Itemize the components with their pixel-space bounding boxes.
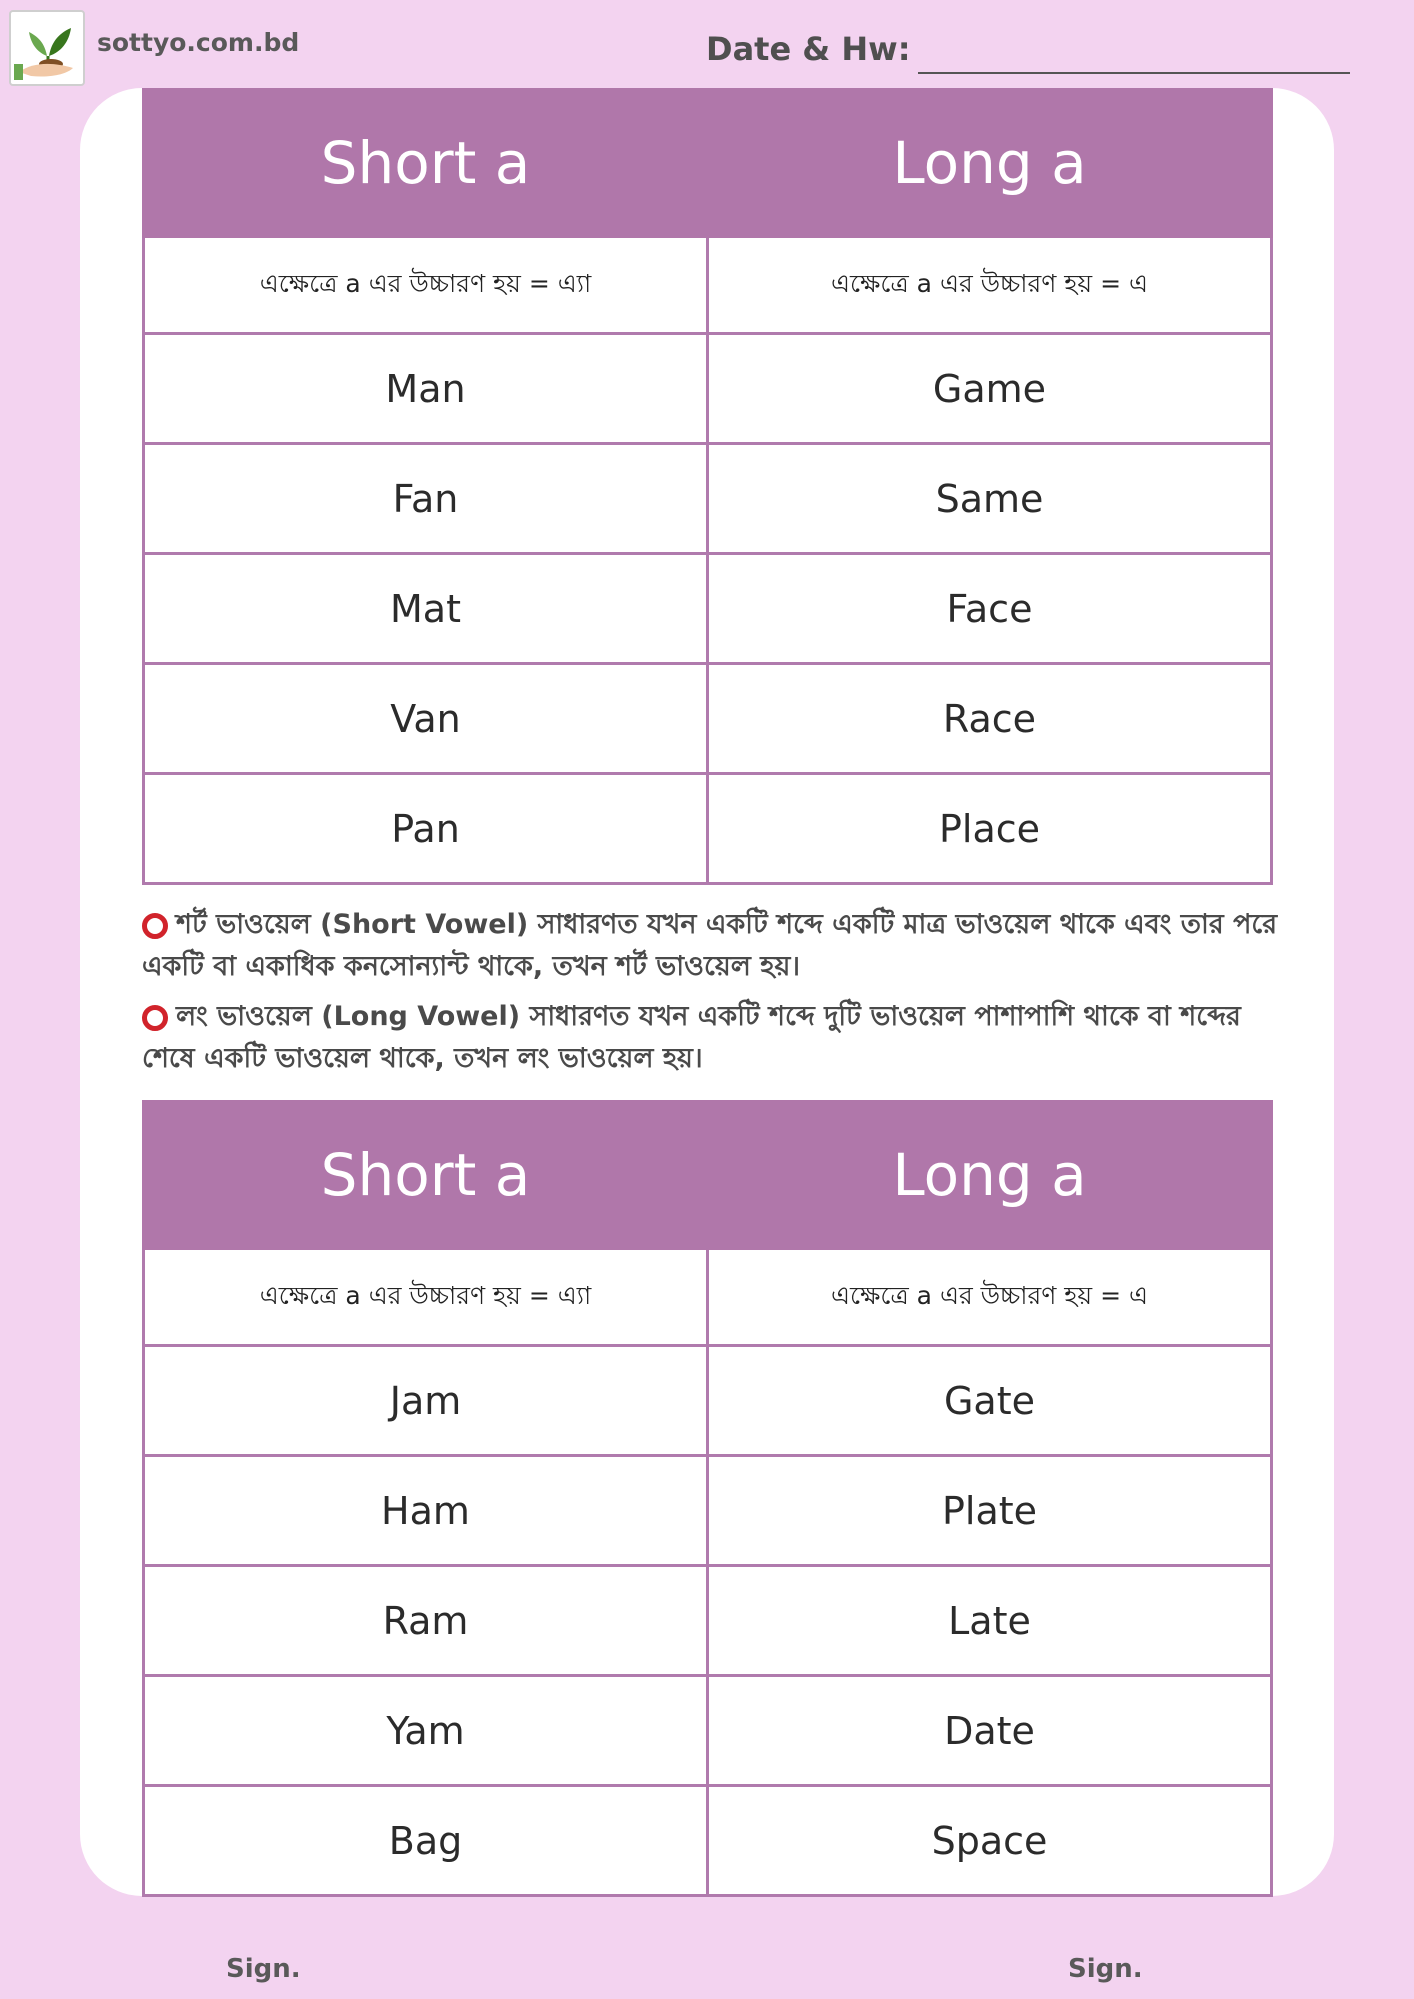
sign-label-left: Sign.: [226, 1954, 301, 1984]
short-a-word: Yam: [144, 1676, 708, 1786]
table-row: [144, 1676, 1272, 1786]
column-header-short-a: Short a: [144, 90, 708, 237]
long-a-word: Game: [708, 334, 1272, 444]
short-a-pronunciation-rule: এক্ষেত্রে a এর উচ্চারণ হয় = এ্যা: [144, 237, 708, 334]
table-row: [144, 1566, 1272, 1676]
long-a-word: Same: [708, 444, 1272, 554]
red-circle-bullet-icon: [142, 913, 168, 939]
red-circle-bullet-icon: [142, 1005, 168, 1031]
table-row: [144, 1456, 1272, 1566]
short-a-word: Jam: [144, 1346, 708, 1456]
column-header-long-a: Long a: [708, 1102, 1272, 1249]
table-row: [144, 554, 1272, 664]
site-logo: [9, 10, 85, 86]
long-a-word: Date: [708, 1676, 1272, 1786]
short-vowel-note: [142, 904, 1292, 988]
table-row: [144, 664, 1272, 774]
short-a-word: Man: [144, 334, 708, 444]
short-vowel-note-text: শর্ট ভাওয়েল (Short Vowel) সাধারণত যখন একটি শব্দে একটি মাত্র ভাওয়েল থাকে এবং তার পরে একটি বা একাধিক কনসোন্যান্ট থাকে, তখন শর্ট ভাওয়েল হয়।: [142, 909, 1278, 982]
sign-label-right: Sign.: [1068, 1954, 1143, 1984]
long-a-word: Race: [708, 664, 1272, 774]
long-vowel-note-text: লং ভাওয়েল (Long Vowel) সাধারণত যখন একটি শব্দে দুটি ভাওয়েল পাশাপাশি থাকে বা শব্দের শেষে একটি ভাওয়েল থাকে, তখন লং ভাওয়েল হয়।: [142, 1001, 1241, 1074]
date-homework-field[interactable]: [918, 72, 1350, 74]
long-a-word: Late: [708, 1566, 1272, 1676]
long-a-word: Plate: [708, 1456, 1272, 1566]
plant-in-hand-icon: [11, 12, 83, 84]
short-a-word: Pan: [144, 774, 708, 884]
vowel-table-2: [142, 1100, 1273, 1897]
long-a-pronunciation-rule: এক্ষেত্রে a এর উচ্চারণ হয় = এ: [708, 237, 1272, 334]
short-a-word: Mat: [144, 554, 708, 664]
table-row: [144, 444, 1272, 554]
long-a-word: Face: [708, 554, 1272, 664]
column-header-long-a: Long a: [708, 90, 1272, 237]
long-a-word: Space: [708, 1786, 1272, 1896]
long-a-pronunciation-rule: এক্ষেত্রে a এর উচ্চারণ হয় = এ: [708, 1249, 1272, 1346]
date-homework-label: Date & Hw:: [706, 30, 911, 68]
site-name: sottyo.com.bd: [97, 28, 300, 57]
short-a-word: Ham: [144, 1456, 708, 1566]
table-row: [144, 774, 1272, 884]
short-a-word: Ram: [144, 1566, 708, 1676]
long-a-word: Place: [708, 774, 1272, 884]
vowel-table-1: [142, 88, 1273, 885]
short-a-word: Van: [144, 664, 708, 774]
column-header-short-a: Short a: [144, 1102, 708, 1249]
short-a-word: Bag: [144, 1786, 708, 1896]
long-vowel-note: [142, 996, 1292, 1080]
table-row: [144, 334, 1272, 444]
short-a-pronunciation-rule: এক্ষেত্রে a এর উচ্চারণ হয় = এ্যা: [144, 1249, 708, 1346]
table-row: [144, 1786, 1272, 1896]
table-row: [144, 1346, 1272, 1456]
long-a-word: Gate: [708, 1346, 1272, 1456]
short-a-word: Fan: [144, 444, 708, 554]
